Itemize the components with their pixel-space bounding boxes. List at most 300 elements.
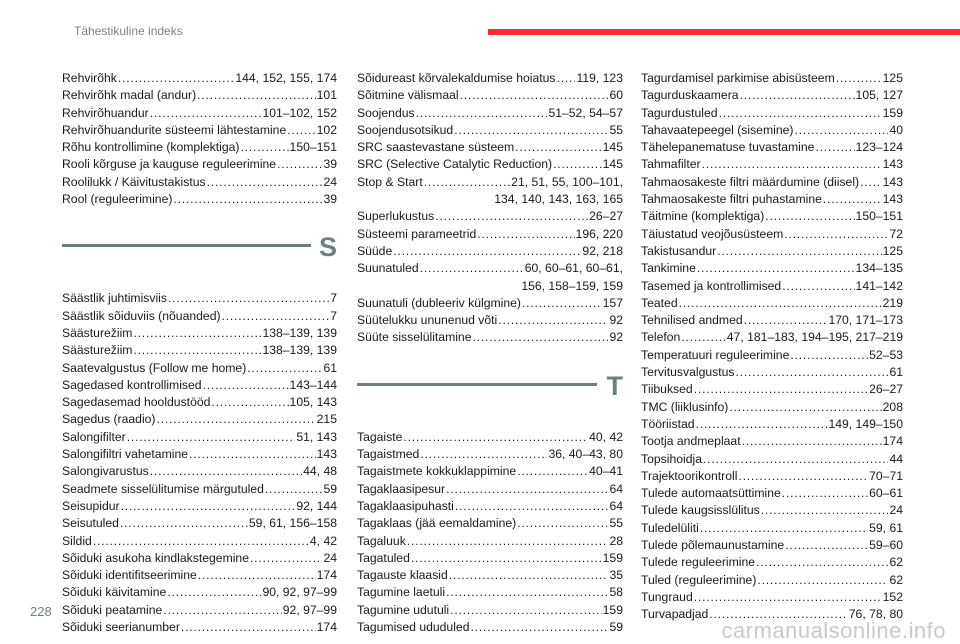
section-letter: T [606, 370, 623, 401]
index-entry [62, 394, 337, 411]
dot-leader [472, 329, 608, 346]
dot-leader [420, 446, 547, 463]
index-entry-row [357, 208, 623, 225]
dot-leader [133, 342, 261, 359]
dot-leader [197, 87, 316, 104]
entry-term: Superlukustus [357, 209, 435, 224]
dot-leader [181, 619, 316, 636]
index-entry-row [357, 567, 623, 584]
entry-term: Tagaklaasipesur [357, 481, 446, 496]
entry-term: Tasemed ja kontrollimised [641, 278, 782, 293]
dot-leader [120, 515, 248, 532]
entry-term: Tagaklaasipuhasti [357, 498, 454, 513]
entry-term: Sõiduki seerianumber [62, 620, 180, 635]
entry-pages: 35 [609, 568, 623, 583]
dot-leader [744, 312, 828, 329]
index-entry [357, 515, 623, 532]
index-entry-row [357, 550, 623, 567]
entry-pages: 44, 48 [303, 464, 337, 479]
index-entry-row [357, 174, 623, 191]
entry-pages: 149, 149–150 [828, 416, 903, 431]
dot-leader [742, 433, 882, 450]
index-entry-row [641, 226, 903, 243]
dot-leader [411, 550, 602, 567]
entry-pages: 143 [316, 447, 337, 462]
entry-term: Tööriistad [641, 416, 695, 431]
entry-pages: 24 [889, 503, 903, 518]
entry-pages: 59, 61, 156–158 [248, 516, 337, 531]
entry-pages: 102 [316, 122, 337, 137]
dot-leader [735, 364, 888, 381]
dot-leader [121, 498, 296, 515]
entry-pages: 141–142 [855, 278, 903, 293]
index-entry [62, 308, 337, 325]
entry-pages: 150–151 [855, 209, 903, 224]
index-entry [641, 278, 903, 295]
dot-leader [403, 429, 588, 446]
dot-leader [517, 515, 608, 532]
index-column-1 [62, 70, 337, 636]
entry-term: SRC (Selective Catalytic Reduction) [357, 157, 553, 172]
index-entry [641, 191, 903, 208]
dot-leader [127, 429, 296, 446]
entry-term: Säästlik sõiduviis (nõuanded) [62, 308, 221, 323]
dot-leader [761, 502, 889, 519]
entry-term: Sõiduki identifitseerimine [62, 568, 197, 583]
entry-term: Tagaistmete kokkuklappimine [357, 464, 517, 479]
index-entry [357, 550, 623, 567]
entry-pages: 36, 40–43, 80 [548, 447, 623, 462]
entry-term: Rehvirõhuandur [62, 105, 149, 120]
dot-leader [118, 70, 234, 87]
entry-term: Sõiduki peatamine [62, 602, 163, 617]
dot-leader [240, 139, 288, 156]
dot-leader [189, 446, 316, 463]
index-entry [641, 226, 903, 243]
index-entry-row [641, 105, 903, 122]
index-entry [641, 589, 903, 606]
index-entry-row [641, 260, 903, 277]
dot-leader [717, 243, 881, 260]
index-entry [641, 451, 903, 468]
index-entry [357, 567, 623, 584]
index-entry-row [641, 381, 903, 398]
entry-term: Rehvirõhk madal (andur) [62, 88, 197, 103]
dot-leader [265, 481, 323, 498]
index-entry [357, 619, 623, 636]
entry-term: Tulede reguleerimine [641, 555, 756, 570]
entry-pages: 24 [323, 174, 337, 189]
index-entry-row [357, 481, 623, 498]
entry-term: Sõiduki käivitamine [62, 585, 167, 600]
dot-leader [700, 520, 868, 537]
index-entry [641, 399, 903, 416]
entry-term: Rehvirõhuandurite süsteemi lähtestamine [62, 122, 287, 137]
entry-pages: 174 [316, 568, 337, 583]
entry-pages: 152 [882, 589, 903, 604]
index-entry-row [62, 463, 337, 480]
index-entry [641, 70, 903, 87]
index-entry [62, 602, 337, 619]
entry-pages: 60 [609, 88, 623, 103]
index-entry [62, 360, 337, 377]
entry-term: Teated [641, 295, 678, 310]
entry-term: Sagedased kontrollimised [62, 377, 202, 392]
dot-leader [765, 208, 854, 225]
index-entry [62, 498, 337, 515]
entry-pages: 196, 220 [575, 226, 623, 241]
page-number: 228 [30, 604, 52, 619]
index-entry [62, 584, 337, 601]
entry-term: Tuled (reguleerimine) [641, 572, 757, 587]
dot-leader [449, 567, 609, 584]
dot-leader [420, 260, 524, 277]
entry-pages: 61 [323, 360, 337, 375]
entry-pages: 39 [323, 192, 337, 207]
index-entry-row [62, 394, 337, 411]
index-entry [357, 260, 623, 295]
entry-pages: 208 [882, 399, 903, 414]
dot-leader [522, 295, 602, 312]
index-entry [357, 226, 623, 243]
entry-term: Rooli kõrguse ja kauguse reguleerimine [62, 157, 277, 172]
index-entry-row [641, 174, 903, 191]
index-entry-row [62, 122, 337, 139]
entry-pages: 44 [889, 451, 903, 466]
index-entry [641, 243, 903, 260]
index-entry-row [62, 584, 337, 601]
entry-pages: 51, 143 [296, 429, 337, 444]
index-entry [62, 290, 337, 307]
index-entry [357, 105, 623, 122]
index-entry-row [357, 619, 623, 636]
entry-pages: 40 [889, 122, 903, 137]
dot-leader [287, 122, 315, 139]
section-letter: S [318, 232, 337, 263]
dot-leader [785, 537, 868, 554]
entry-term: Salongivarustus [62, 464, 149, 479]
entry-pages: 47, 181–183, 194–195, 217–219 [726, 330, 903, 345]
index-entry [641, 381, 903, 398]
dot-leader [222, 308, 330, 325]
index-entry-row [641, 451, 903, 468]
index-entry-row [641, 208, 903, 225]
index-entry-row [641, 295, 903, 312]
index-entry [62, 515, 337, 532]
entry-term: Topsihoidja [641, 451, 702, 466]
entry-pages: 59, 61 [869, 520, 903, 535]
index-entry [62, 122, 337, 139]
entry-pages: 40–41 [589, 464, 623, 479]
entry-pages: 28 [609, 533, 623, 548]
index-entry-row [357, 329, 623, 346]
dot-leader [756, 554, 888, 571]
entry-pages: 51–52, 54–57 [548, 105, 623, 120]
entry-pages: 150–151 [289, 140, 337, 155]
dot-leader [517, 463, 588, 480]
dot-leader [681, 329, 725, 346]
entry-term: Rõhu kontrollimine (komplektiga) [62, 140, 240, 155]
entry-term: Säästurežiim [62, 325, 133, 340]
index-entry [357, 295, 623, 312]
index-entry-row [641, 347, 903, 364]
entry-term: Tagurduskaamera [641, 88, 739, 103]
entry-pages: 58 [609, 585, 623, 600]
dot-leader [790, 347, 868, 364]
index-entry-row [641, 364, 903, 381]
entry-term: Seadmete sisselülitumise märgutuled [62, 481, 264, 496]
index-entry-row [357, 105, 623, 122]
dot-leader [757, 572, 888, 589]
index-entry-row [641, 329, 903, 346]
index-entry [641, 433, 903, 450]
index-entry [62, 411, 337, 428]
index-entry-row [357, 312, 623, 329]
dot-leader [450, 602, 602, 619]
index-entry-row [62, 174, 337, 191]
index-entry [62, 325, 337, 342]
dot-leader [407, 533, 609, 550]
dot-leader [794, 122, 888, 139]
index-entry-row [641, 416, 903, 433]
index-entry [62, 156, 337, 173]
entry-term: Suunatuled [357, 261, 419, 276]
entry-pages: 26–27 [869, 382, 903, 397]
index-entry-row [357, 295, 623, 312]
entry-pages: 215 [316, 412, 337, 427]
dot-leader [697, 260, 855, 277]
index-entry [641, 260, 903, 277]
dot-leader [694, 381, 868, 398]
index-entry-row [357, 463, 623, 480]
index-entry [357, 156, 623, 173]
entry-term: Tahmafilter [641, 157, 701, 172]
index-entry-row [62, 411, 337, 428]
dot-leader [150, 105, 262, 122]
index-entry [62, 174, 337, 191]
dot-leader [860, 174, 882, 191]
entry-pages: 157 [602, 295, 623, 310]
running-header-title: Tähestikuline indeks [74, 24, 183, 38]
index-entry-row [357, 139, 623, 156]
index-entry-row [641, 156, 903, 173]
entry-term: Tahmaosakeste filtri määrdumine (diisel) [641, 174, 860, 189]
index-entry [641, 329, 903, 346]
index-entry-row [62, 105, 337, 122]
index-entry [641, 347, 903, 364]
entry-term: Tagurdustuled [641, 105, 718, 120]
index-entry [641, 105, 903, 122]
entry-pages: 123–124 [855, 140, 903, 155]
entry-term: Salongifilter [62, 429, 126, 444]
entry-pages: 92, 144 [296, 498, 337, 513]
entry-pages: 143 [882, 157, 903, 172]
dot-leader [703, 451, 888, 468]
index-entry-row [641, 520, 903, 537]
dot-leader [738, 468, 868, 485]
entry-term: Tähelepanematuse tuvastamine [641, 140, 815, 155]
index-entry [641, 312, 903, 329]
entry-term: Süüte sisselülitamine [357, 330, 472, 345]
section-rule [357, 383, 597, 386]
entry-pages: 219 [882, 295, 903, 310]
entry-pages: 62 [889, 555, 903, 570]
entry-term: Sõidureast kõrvalekaldumise hoiatus [357, 71, 556, 85]
index-entry-row [641, 243, 903, 260]
index-entry-row [62, 342, 337, 359]
entry-pages: 7 [330, 291, 337, 306]
section-header [62, 230, 337, 288]
index-entry [641, 485, 903, 502]
dot-leader [719, 105, 882, 122]
entry-pages: 125 [882, 243, 903, 258]
dot-leader [247, 360, 322, 377]
dot-leader [446, 584, 608, 601]
entry-pages: 90, 92, 97–99 [262, 585, 337, 600]
index-entry [62, 481, 337, 498]
entry-term: Tahavaatepeegel (sisemine) [641, 122, 794, 137]
entry-term: Sõitmine välismaal [357, 88, 459, 103]
entry-term: Seisupidur [62, 498, 120, 513]
index-entry [641, 208, 903, 225]
dot-leader [740, 87, 855, 104]
dot-leader [446, 481, 608, 498]
index-entry-row [62, 87, 337, 104]
dot-leader [93, 533, 309, 550]
index-entry-row [641, 278, 903, 295]
entry-term: Stop & Start [357, 174, 423, 189]
dot-leader [784, 226, 888, 243]
entry-pages: 101 [316, 88, 337, 103]
entry-term: Tagatuled [357, 550, 410, 565]
entry-pages: 159 [602, 602, 623, 617]
index-entry-row [641, 433, 903, 450]
index-entry-row [62, 139, 337, 156]
index-entry-row [357, 446, 623, 463]
entry-pages: 60, 60–61, 60–61, [524, 261, 623, 276]
entry-term: Soojendusotsikud [357, 122, 454, 137]
index-entry [62, 567, 337, 584]
entry-term: Salongifiltri vahetamine [62, 447, 189, 462]
dot-leader [454, 122, 608, 139]
index-entry [357, 329, 623, 346]
index-entry [357, 429, 623, 446]
index-entry [641, 364, 903, 381]
entry-term: Sagedasemad hooldustööd [62, 395, 211, 410]
index-entry-row [62, 567, 337, 584]
entry-pages: 174 [882, 434, 903, 449]
index-entry-row [62, 429, 337, 446]
entry-term: Tankimine [641, 261, 696, 276]
dot-leader [198, 567, 316, 584]
dot-leader [515, 139, 601, 156]
index-entry [641, 122, 903, 139]
entry-pages: 145 [602, 140, 623, 155]
dot-leader [133, 325, 261, 342]
entry-pages: 159 [602, 550, 623, 565]
entry-pages: 105, 143 [289, 395, 337, 410]
index-entry-row [641, 468, 903, 485]
header-accent-bar [488, 29, 960, 35]
index-entry [62, 70, 337, 87]
index-entry [62, 446, 337, 463]
index-entry [357, 463, 623, 480]
dot-leader [277, 156, 322, 173]
index-entry [357, 498, 623, 515]
entry-term: Temperatuuri reguleerimine [641, 347, 790, 362]
entry-pages: 143 [882, 192, 903, 207]
entry-pages: 39 [323, 157, 337, 172]
dot-leader [455, 498, 609, 515]
dot-leader [150, 463, 302, 480]
dot-leader [679, 295, 882, 312]
entry-term: Tagaistmed [357, 447, 420, 462]
index-entry-row [357, 584, 623, 601]
dot-leader [498, 312, 608, 329]
watermark: carmanualsonline.info [721, 618, 946, 643]
entry-term: Saatevalgustus (Follow me home) [62, 360, 247, 375]
index-entry-row [357, 429, 623, 446]
index-entry [641, 468, 903, 485]
index-entry-row [62, 550, 337, 567]
index-column-2 [357, 70, 623, 636]
entry-pages: 101–102, 152 [262, 105, 337, 120]
entry-pages: 21, 51, 55, 100–101, [511, 174, 623, 189]
index-entry [357, 70, 623, 87]
index-entry-row [62, 70, 337, 87]
entry-pages: 72 [889, 226, 903, 241]
entry-term: Sildid [62, 533, 92, 548]
index-entry [62, 463, 337, 480]
index-entry [357, 584, 623, 601]
index-entry [641, 416, 903, 433]
dot-leader [173, 191, 322, 208]
entry-pages: 7 [330, 308, 337, 323]
entry-pages: 159 [882, 105, 903, 120]
entry-pages: 26–27 [589, 209, 623, 224]
entry-pages: 134–135 [855, 261, 903, 276]
section-rule [62, 244, 311, 247]
index-entry [357, 533, 623, 550]
index-entry-row [641, 399, 903, 416]
index-entry [641, 295, 903, 312]
dot-leader [836, 70, 882, 87]
index-entry-row [641, 572, 903, 589]
entry-term: Tiibuksed [641, 382, 693, 397]
entry-term: Tungraud [641, 589, 693, 604]
dot-leader [393, 243, 581, 260]
entry-term: Süüde [357, 243, 393, 258]
entry-pages: 52–53 [869, 347, 903, 362]
entry-term: Trajektoorikontroll [641, 468, 738, 483]
index-entry [62, 87, 337, 104]
index-entry-row [357, 533, 623, 550]
index-entry-row [62, 308, 337, 325]
dot-leader [167, 584, 261, 601]
entry-term: Tulede kaugsisslülitus [641, 503, 760, 518]
entry-term: Tagaiste [357, 429, 403, 444]
index-entry [641, 537, 903, 554]
index-entry-row [62, 619, 337, 636]
index-entry-row [62, 377, 337, 394]
entry-pages: 76, 78, 80 [848, 607, 903, 622]
entry-term: TMC (liiklusinfo) [641, 399, 729, 414]
section-header [357, 369, 623, 427]
entry-term: Telefon [641, 330, 681, 345]
entry-term: Tagumised ududuled [357, 620, 470, 635]
index-entry [357, 602, 623, 619]
entry-pages: 55 [609, 122, 623, 137]
